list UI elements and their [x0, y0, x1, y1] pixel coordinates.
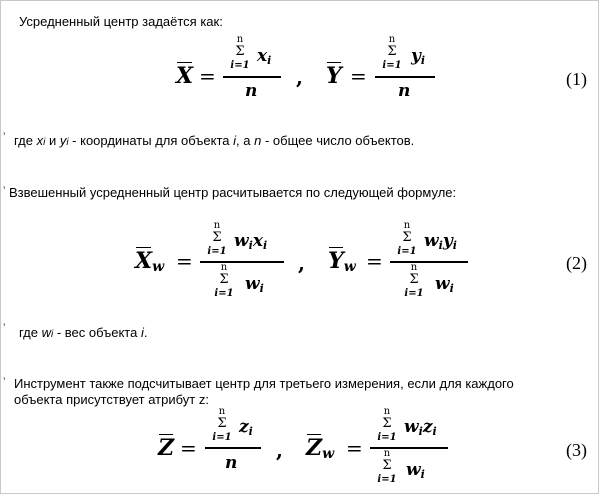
sum-lower-limit: i=1: [207, 246, 227, 257]
sum-lower-limit: i=1: [214, 288, 234, 299]
denominator-n: n: [398, 81, 411, 101]
sigma-icon: Σ: [409, 272, 419, 287]
fraction-z-mean: [205, 404, 261, 484]
sigma-icon: Σ: [212, 230, 222, 245]
equals-sign: =: [346, 436, 363, 460]
fraction-z-weighted: [370, 404, 448, 494]
y-bar-w-symbol: $Y_w$: [328, 248, 356, 275]
sum-lower-limit: i=1: [377, 432, 397, 443]
z-i: $z_i$: [239, 417, 253, 438]
fraction-bar: [390, 261, 468, 263]
w-i-z-i: $w_iz_i$: [404, 417, 437, 438]
sigma-icon: Σ: [382, 458, 392, 473]
z-bar-w-symbol: $Z_w$: [306, 435, 335, 462]
equals-sign: =: [180, 436, 197, 460]
sum-upper-limit: n: [383, 406, 391, 417]
comma: ,: [276, 438, 283, 462]
equals-sign: =: [366, 249, 383, 273]
equals-sign: =: [176, 249, 193, 273]
equals-sign: =: [199, 64, 216, 88]
fraction-y-mean: [375, 32, 435, 112]
denominator-n: n: [225, 453, 238, 473]
y-bar-symbol: Y: [326, 63, 342, 89]
fraction-x-mean: [223, 32, 281, 112]
x-i: $x_i$: [257, 46, 272, 67]
fraction-bar: [223, 76, 281, 78]
comma: ,: [296, 65, 303, 89]
margin-mark: ’: [3, 376, 6, 388]
w-i: $w_i$: [245, 274, 264, 295]
sum-lower-limit: i=1: [404, 288, 424, 299]
sum-upper-limit: n: [383, 448, 391, 459]
sum-lower-limit: i=1: [382, 60, 402, 71]
x-bar-w-symbol: $X_w$: [135, 248, 165, 275]
sigma-icon: Σ: [235, 44, 245, 59]
sum-upper-limit: n: [403, 220, 411, 231]
w-i-y-i: $w_iy_i$: [424, 231, 457, 252]
fraction-bar: [375, 76, 435, 78]
fraction-bar: [205, 447, 261, 449]
margin-mark: ’: [3, 322, 6, 334]
sigma-icon: Σ: [219, 272, 229, 287]
x-bar-symbol: X: [176, 63, 194, 89]
sum-lower-limit: i=1: [397, 246, 417, 257]
z-bar-symbol: Z: [158, 435, 175, 461]
denominator-n: n: [245, 81, 258, 101]
intro-text: Усредненный центр задаётся как:: [19, 14, 223, 29]
w-i: $w_i$: [406, 460, 425, 481]
y-i: $y_i$: [411, 46, 426, 67]
weighted-center-text: Взвешенный усредненный центр расчитывается по следующей формуле:: [9, 185, 457, 200]
sum-upper-limit: n: [218, 406, 226, 417]
equation-number-1: (1): [566, 69, 587, 89]
margin-mark: ’: [3, 185, 6, 197]
sum-upper-limit: n: [410, 262, 418, 273]
sum-lower-limit: i=1: [212, 432, 232, 443]
sigma-icon: Σ: [387, 44, 397, 59]
weight-definition: где wi - вес объекта i.: [19, 325, 148, 340]
w-i: $w_i$: [435, 274, 454, 295]
sigma-icon: Σ: [382, 416, 392, 431]
equals-sign: =: [350, 64, 367, 88]
sum-lower-limit: i=1: [377, 474, 397, 485]
margin-mark: ’: [3, 131, 6, 143]
third-dimension-text: Инструмент также подсчитывает центр для третьего измерения, если для каждого объекта присутствует атрибут z:: [14, 376, 514, 407]
coordinates-definition: где xi и yi - координаты для объекта i, а n - общее число объектов.: [14, 133, 415, 148]
sum-upper-limit: n: [213, 220, 221, 231]
sum-lower-limit: i=1: [230, 60, 250, 71]
sum-upper-limit: n: [388, 34, 396, 45]
fraction-y-weighted: [390, 218, 468, 308]
sum-upper-limit: n: [220, 262, 228, 273]
sum-upper-limit: n: [236, 34, 244, 45]
fraction-x-weighted: [200, 218, 284, 308]
w-i-x-i: $w_ix_i$: [234, 231, 268, 252]
sigma-icon: Σ: [402, 230, 412, 245]
comma: ,: [298, 251, 305, 275]
equation-number-3: (3): [566, 440, 587, 460]
sigma-icon: Σ: [217, 416, 227, 431]
equation-number-2: (2): [566, 253, 587, 273]
